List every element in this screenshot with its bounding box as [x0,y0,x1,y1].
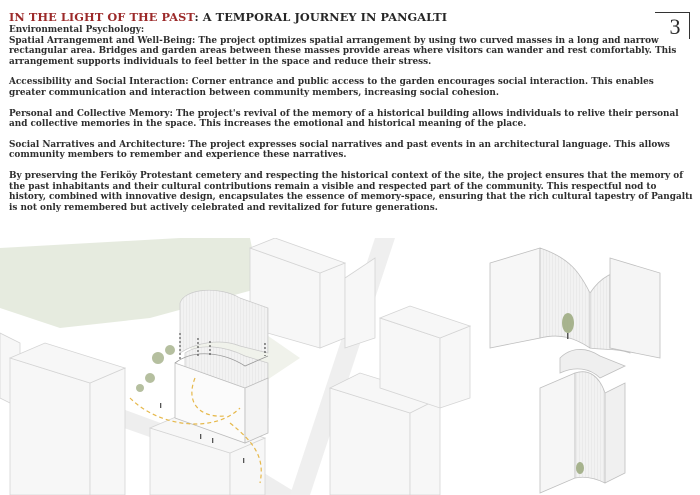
perspective-view-top [490,248,660,358]
paragraph-social-narratives: Social Narratives and Architecture: The project expresses social narratives and past events in an architectural language. This allows community members to remember and experience these narratives. [9,139,670,161]
title-rest: : A TEMPORAL JOURNEY IN PANGALTI [194,10,448,24]
paragraph-conclusion: By preserving the Feriköy Protestant cemetery and respecting the historical context of the site, the project ensures that the memory of the past inhabitants and their cultural contributions remain a visible and respected part of the community. This respectful nod to history, combined with innovative design, encapsulates the essence of memory-space, ensuring that the rich cultural tapestry of Pangaltı is not only remembered but actively celebrated and revitalized for future generations. [9,170,693,213]
axonometric-view-bottom [540,349,625,493]
body-text [9,25,693,223]
site-axonometric [0,238,470,495]
title-accent: IN THE LIGHT OF THE PAST [9,10,195,24]
page-number: 3 [669,14,681,39]
drawings-svg [0,238,700,495]
section-heading: Environmental Psychology: [9,25,145,35]
section-block [9,25,693,67]
paragraph-spatial-arrangement: Spatial Arrangement and Well-Being: The project optimizes spatial arrangement by using two curved masses in a long and narrow rectangular area. Bridges and garden areas between these masses provide areas where visitors can wander and rest comfortably. This arrangement supports individuals to feel better in the space and reduce their stress. [9,35,677,67]
paragraph-accessibility: Accessibility and Social Interaction: Corner entrance and public access to the garden encourages social interaction. This enables greater communication and interaction between community members, increasing social cohesion. [9,77,654,98]
paragraph-memory: Personal and Collective Memory: The project's revival of the memory of a historical building allows individuals to relive their personal and collective memories in the space. This increases the emotional and historical meaning of the place. [9,108,679,130]
architectural-drawings [0,238,700,495]
page-title [9,10,447,24]
